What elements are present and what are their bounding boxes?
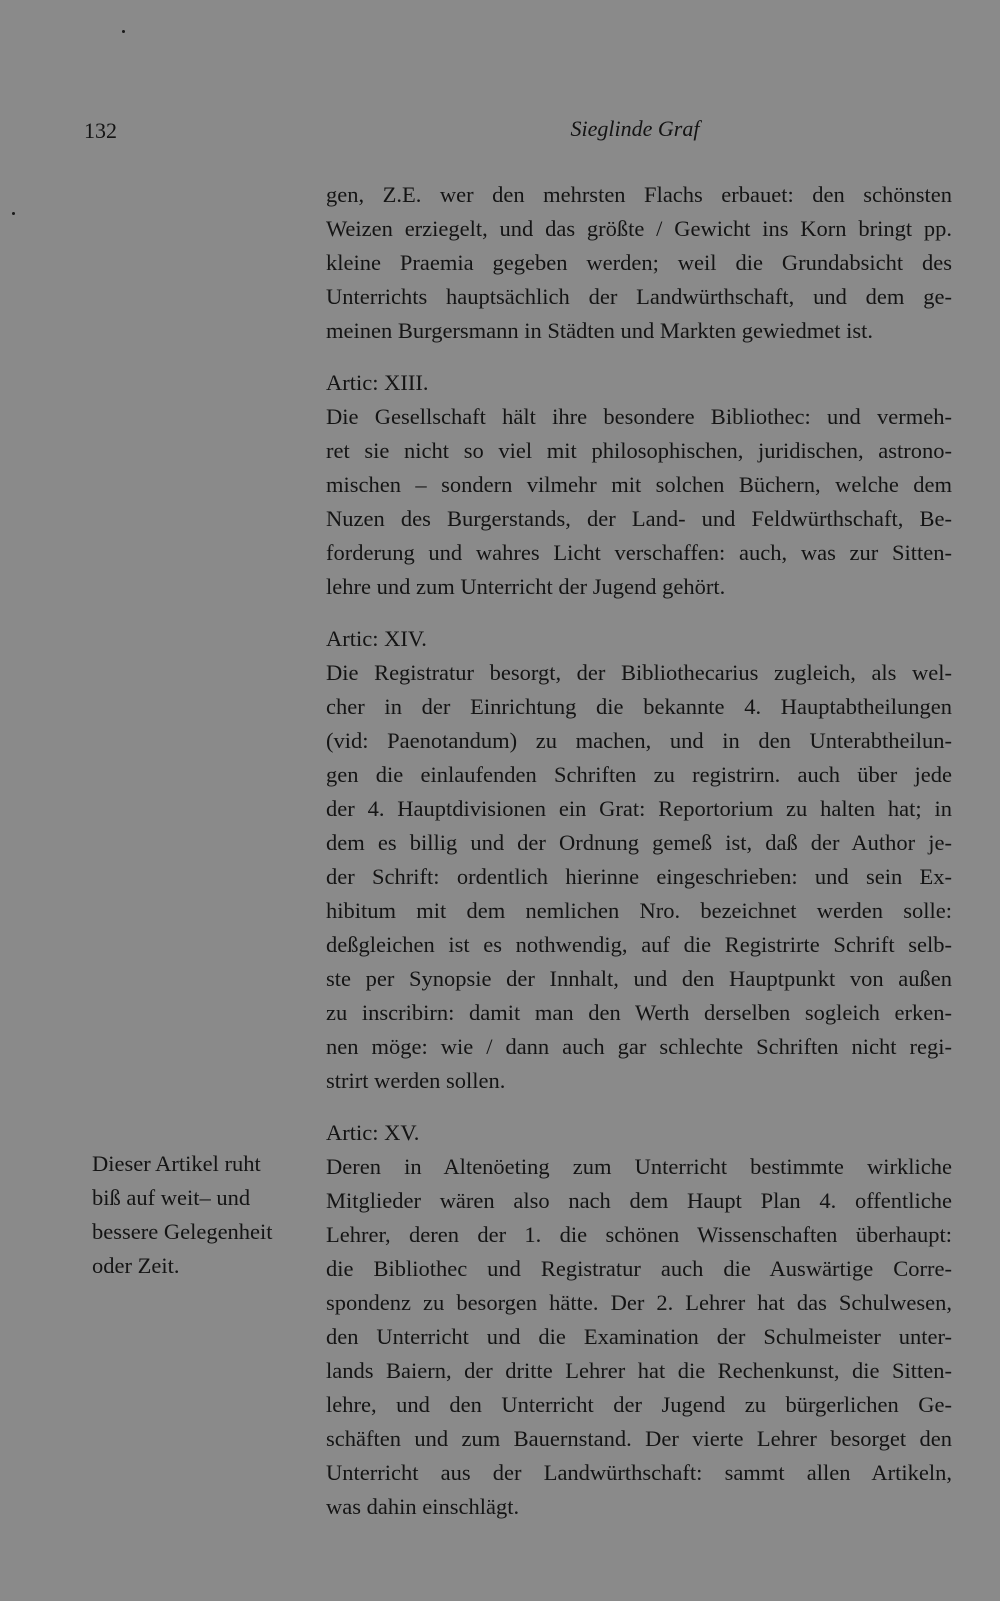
text-line: Die Registratur besorgt, der Bibliothecarius zugleich, als wel- [326, 660, 952, 685]
text-line: mischen – sondern vilmehr mit solchen Büchern, welche dem [326, 472, 952, 497]
text-line: Unterrichts hauptsächlich der Landwürthschaft, und dem ge- [326, 284, 952, 309]
text-line: cher in der Einrichtung die bekannte 4. Hauptabtheilungen [326, 694, 952, 719]
text-line: Weizen erziegelt, und das größte / Gewicht ins Korn bringt pp. [326, 216, 952, 241]
text-line: der Schrift: ordentlich hierinne eingeschrieben: und sein Ex- [326, 864, 952, 889]
text-line: Die Gesellschaft hält ihre besondere Bibliothec: und vermeh- [326, 404, 952, 429]
text-line: ste per Synopsie der Innhalt, und den Hauptpunkt von außen [326, 966, 952, 991]
text-line: meinen Burgersmann in Städten und Markten gewiedmet ist. [326, 318, 873, 343]
text-line: hibitum mit dem nemlichen Nro. bezeichnet werden solle: [326, 898, 952, 923]
text-line: Deren in Altenöeting zum Unterricht bestimmte wirkliche [326, 1154, 952, 1179]
margin-note-line: biß auf weit– und [92, 1185, 251, 1210]
text-line: die Bibliothec und Registratur auch die Auswärtige Corre- [326, 1256, 952, 1281]
article-xiv [326, 622, 952, 1098]
article-heading: Artic: XV. [326, 1120, 420, 1145]
text-line: Nuzen des Burgerstands, der Land- und Feldwürthschaft, Be- [326, 506, 952, 531]
text-line: nen möge: wie / dann auch gar schlechte Schriften nicht regi- [326, 1034, 952, 1059]
text-line: der 4. Hauptdivisionen ein Grat: Reportorium zu halten hat; in [326, 796, 952, 821]
text-line: dem es billig und der Ordnung gemeß ist, daß der Author je- [326, 830, 952, 855]
margin-note-line: oder Zeit. [92, 1253, 180, 1278]
intro-paragraph [326, 178, 952, 348]
article-xiii [326, 366, 952, 604]
text-line: ret sie nicht so viel mit philosophischen, juridischen, astrono- [326, 438, 952, 463]
text-line: lehre und zum Unterricht der Jugend gehört. [326, 574, 726, 599]
text-line: Mitglieder wären also nach dem Haupt Plan 4. offentliche [326, 1188, 952, 1213]
margin-note [92, 1147, 302, 1283]
text-line: gen, Z.E. wer den mehrsten Flachs erbauet: den schönsten [326, 182, 952, 207]
text-line: deßgleichen ist es nothwendig, auf die Registrirte Schrift selb- [326, 932, 952, 957]
page-number: 132 [84, 118, 117, 143]
text-line: (vid: Paenotandum) zu machen, und in den Unterabtheilun- [326, 728, 952, 753]
text-line: was dahin einschlägt. [326, 1494, 520, 1519]
text-line: Lehrer, deren der 1. die schönen Wissenschaften überhaupt: [326, 1222, 952, 1247]
text-line: zu inscribirn: damit man den Werth derselben sogleich erken- [326, 1000, 952, 1025]
article-heading: Artic: XIII. [326, 370, 429, 395]
text-line: lehre, und den Unterricht der Jugend zu bürgerlichen Ge- [326, 1392, 952, 1417]
article-xv [326, 1116, 952, 1524]
text-line: den Unterricht und die Examination der Schulmeister unter- [326, 1324, 952, 1349]
running-head: Sieglinde Graf [570, 116, 700, 141]
margin-note-line: Dieser Artikel ruht [92, 1151, 261, 1176]
text-line: Unterricht aus der Landwürthschaft: sammt allen Artikeln, [326, 1460, 952, 1485]
text-line: schäften und zum Bauernstand. Der vierte Lehrer besorget den [326, 1426, 952, 1451]
text-line: gen die einlaufenden Schriften zu registrirn. auch über jede [326, 762, 952, 787]
scan-speck [12, 212, 15, 215]
text-line: forderung und wahres Licht verschaffen: auch, was zur Sitten- [326, 540, 952, 565]
article-heading: Artic: XIV. [326, 626, 427, 651]
text-line: spondenz zu besorgen hätte. Der 2. Lehrer hat das Schulwesen, [326, 1290, 952, 1315]
text-line: kleine Praemia gegeben werden; weil die Grundabsicht des [326, 250, 952, 275]
main-text-column [326, 178, 952, 1524]
text-line: lands Baiern, der dritte Lehrer hat die Rechenkunst, die Sitten- [326, 1358, 952, 1383]
margin-note-line: bessere Gelegenheit [92, 1219, 273, 1244]
scan-speck [122, 30, 125, 33]
text-line: strirt werden sollen. [326, 1068, 506, 1093]
